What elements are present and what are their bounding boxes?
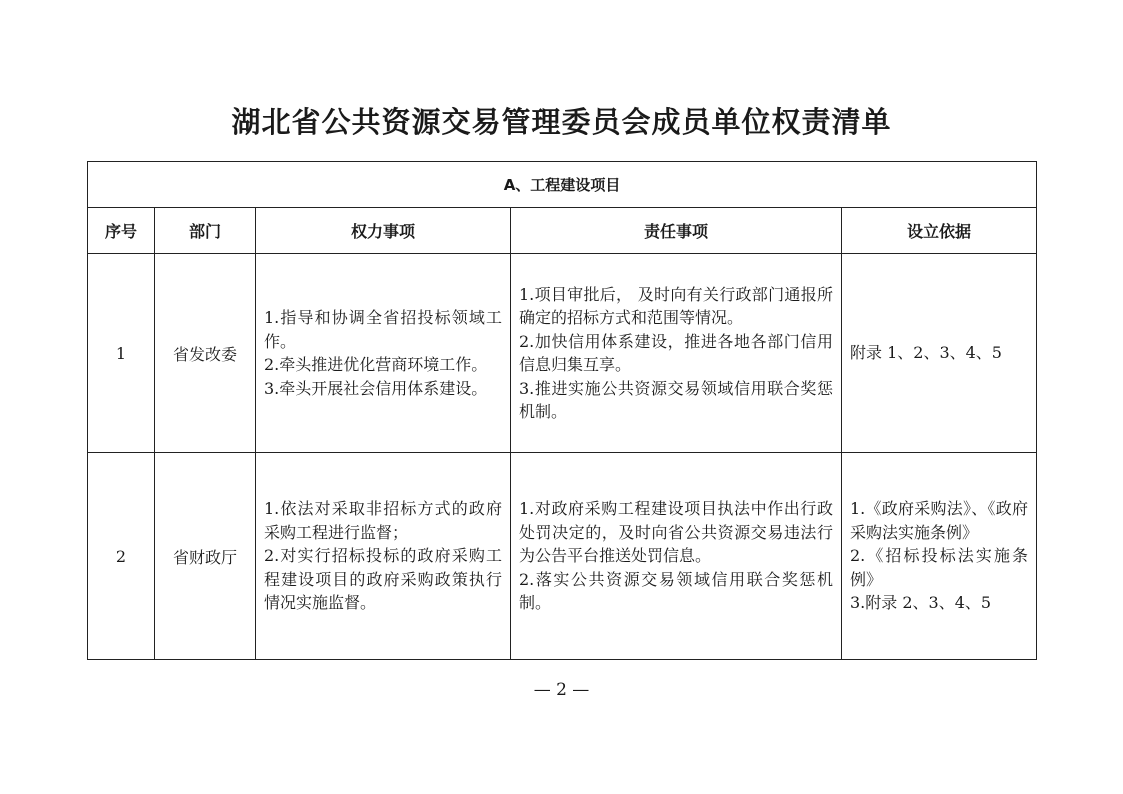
row-powers xyxy=(256,453,511,660)
duty-item: 3.推进实施公共资源交易领域信用联合奖惩机制。 xyxy=(519,378,833,421)
row-index: 1 xyxy=(88,254,155,453)
duty-item: 1.项目审批后， 及时向有关行政部门通报所确定的招标方式和范围等情况。 xyxy=(519,284,833,327)
row-basis xyxy=(842,254,1037,453)
row-index: 2 xyxy=(88,453,155,660)
row-dept: 省财政厅 xyxy=(155,453,256,660)
power-item: 2.牵头推进优化营商环境工作。 xyxy=(264,355,488,374)
section-header: A、工程建设项目 xyxy=(88,162,1037,208)
column-header-dept: 部门 xyxy=(155,208,256,254)
header-row xyxy=(88,208,1037,254)
basis-item: 附录 1、2、3、4、5 xyxy=(850,343,1002,363)
duty-item: 1.对政府采购工程建设项目执法中作出行政处罚决定的，及时向省公共资源交易违法行为公告平台推送处罚信息。 xyxy=(519,499,833,566)
power-item: 1.依法对采取非招标方式的政府采购工程进行监督； xyxy=(264,499,502,542)
basis-item: 2.《招标投标法实施条例》 xyxy=(850,546,1029,589)
page-title: 湖北省公共资源交易管理委员会成员单位权责清单 xyxy=(231,105,892,139)
page-number: — 2 — xyxy=(533,680,590,700)
row-dept: 省发改委 xyxy=(155,254,256,453)
row-powers xyxy=(256,254,511,453)
power-item: 2.对实行招标投标的政府采购工程建设项目的政府采购政策执行情况实施监督。 xyxy=(264,546,502,613)
duty-item: 2.落实公共资源交易领域信用联合奖惩机制。 xyxy=(519,569,833,613)
duty-item: 2.加快信用体系建设，推进各地各部门信用信息归集互享。 xyxy=(519,331,833,374)
column-header-powers: 权力事项 xyxy=(256,208,511,254)
basis-item: 3.附录 2、3、4、5 xyxy=(850,593,992,613)
row-basis xyxy=(842,453,1037,660)
row-duties xyxy=(511,453,842,660)
column-header-basis: 设立依据 xyxy=(842,208,1037,254)
row-duties xyxy=(511,254,842,453)
section-row xyxy=(88,162,1037,208)
table-row xyxy=(88,453,1037,660)
basis-item: 1.《政府采购法》、《政府采购法实施条例》 xyxy=(850,499,1029,542)
duty-list-table xyxy=(87,161,1037,660)
power-item: 3.牵头开展社会信用体系建设。 xyxy=(264,378,488,398)
column-header-index: 序号 xyxy=(88,208,155,254)
table-row xyxy=(88,254,1037,453)
power-item: 1.指导和协调全省招投标领域工作。 xyxy=(264,308,502,351)
column-header-duties: 责任事项 xyxy=(511,208,842,254)
